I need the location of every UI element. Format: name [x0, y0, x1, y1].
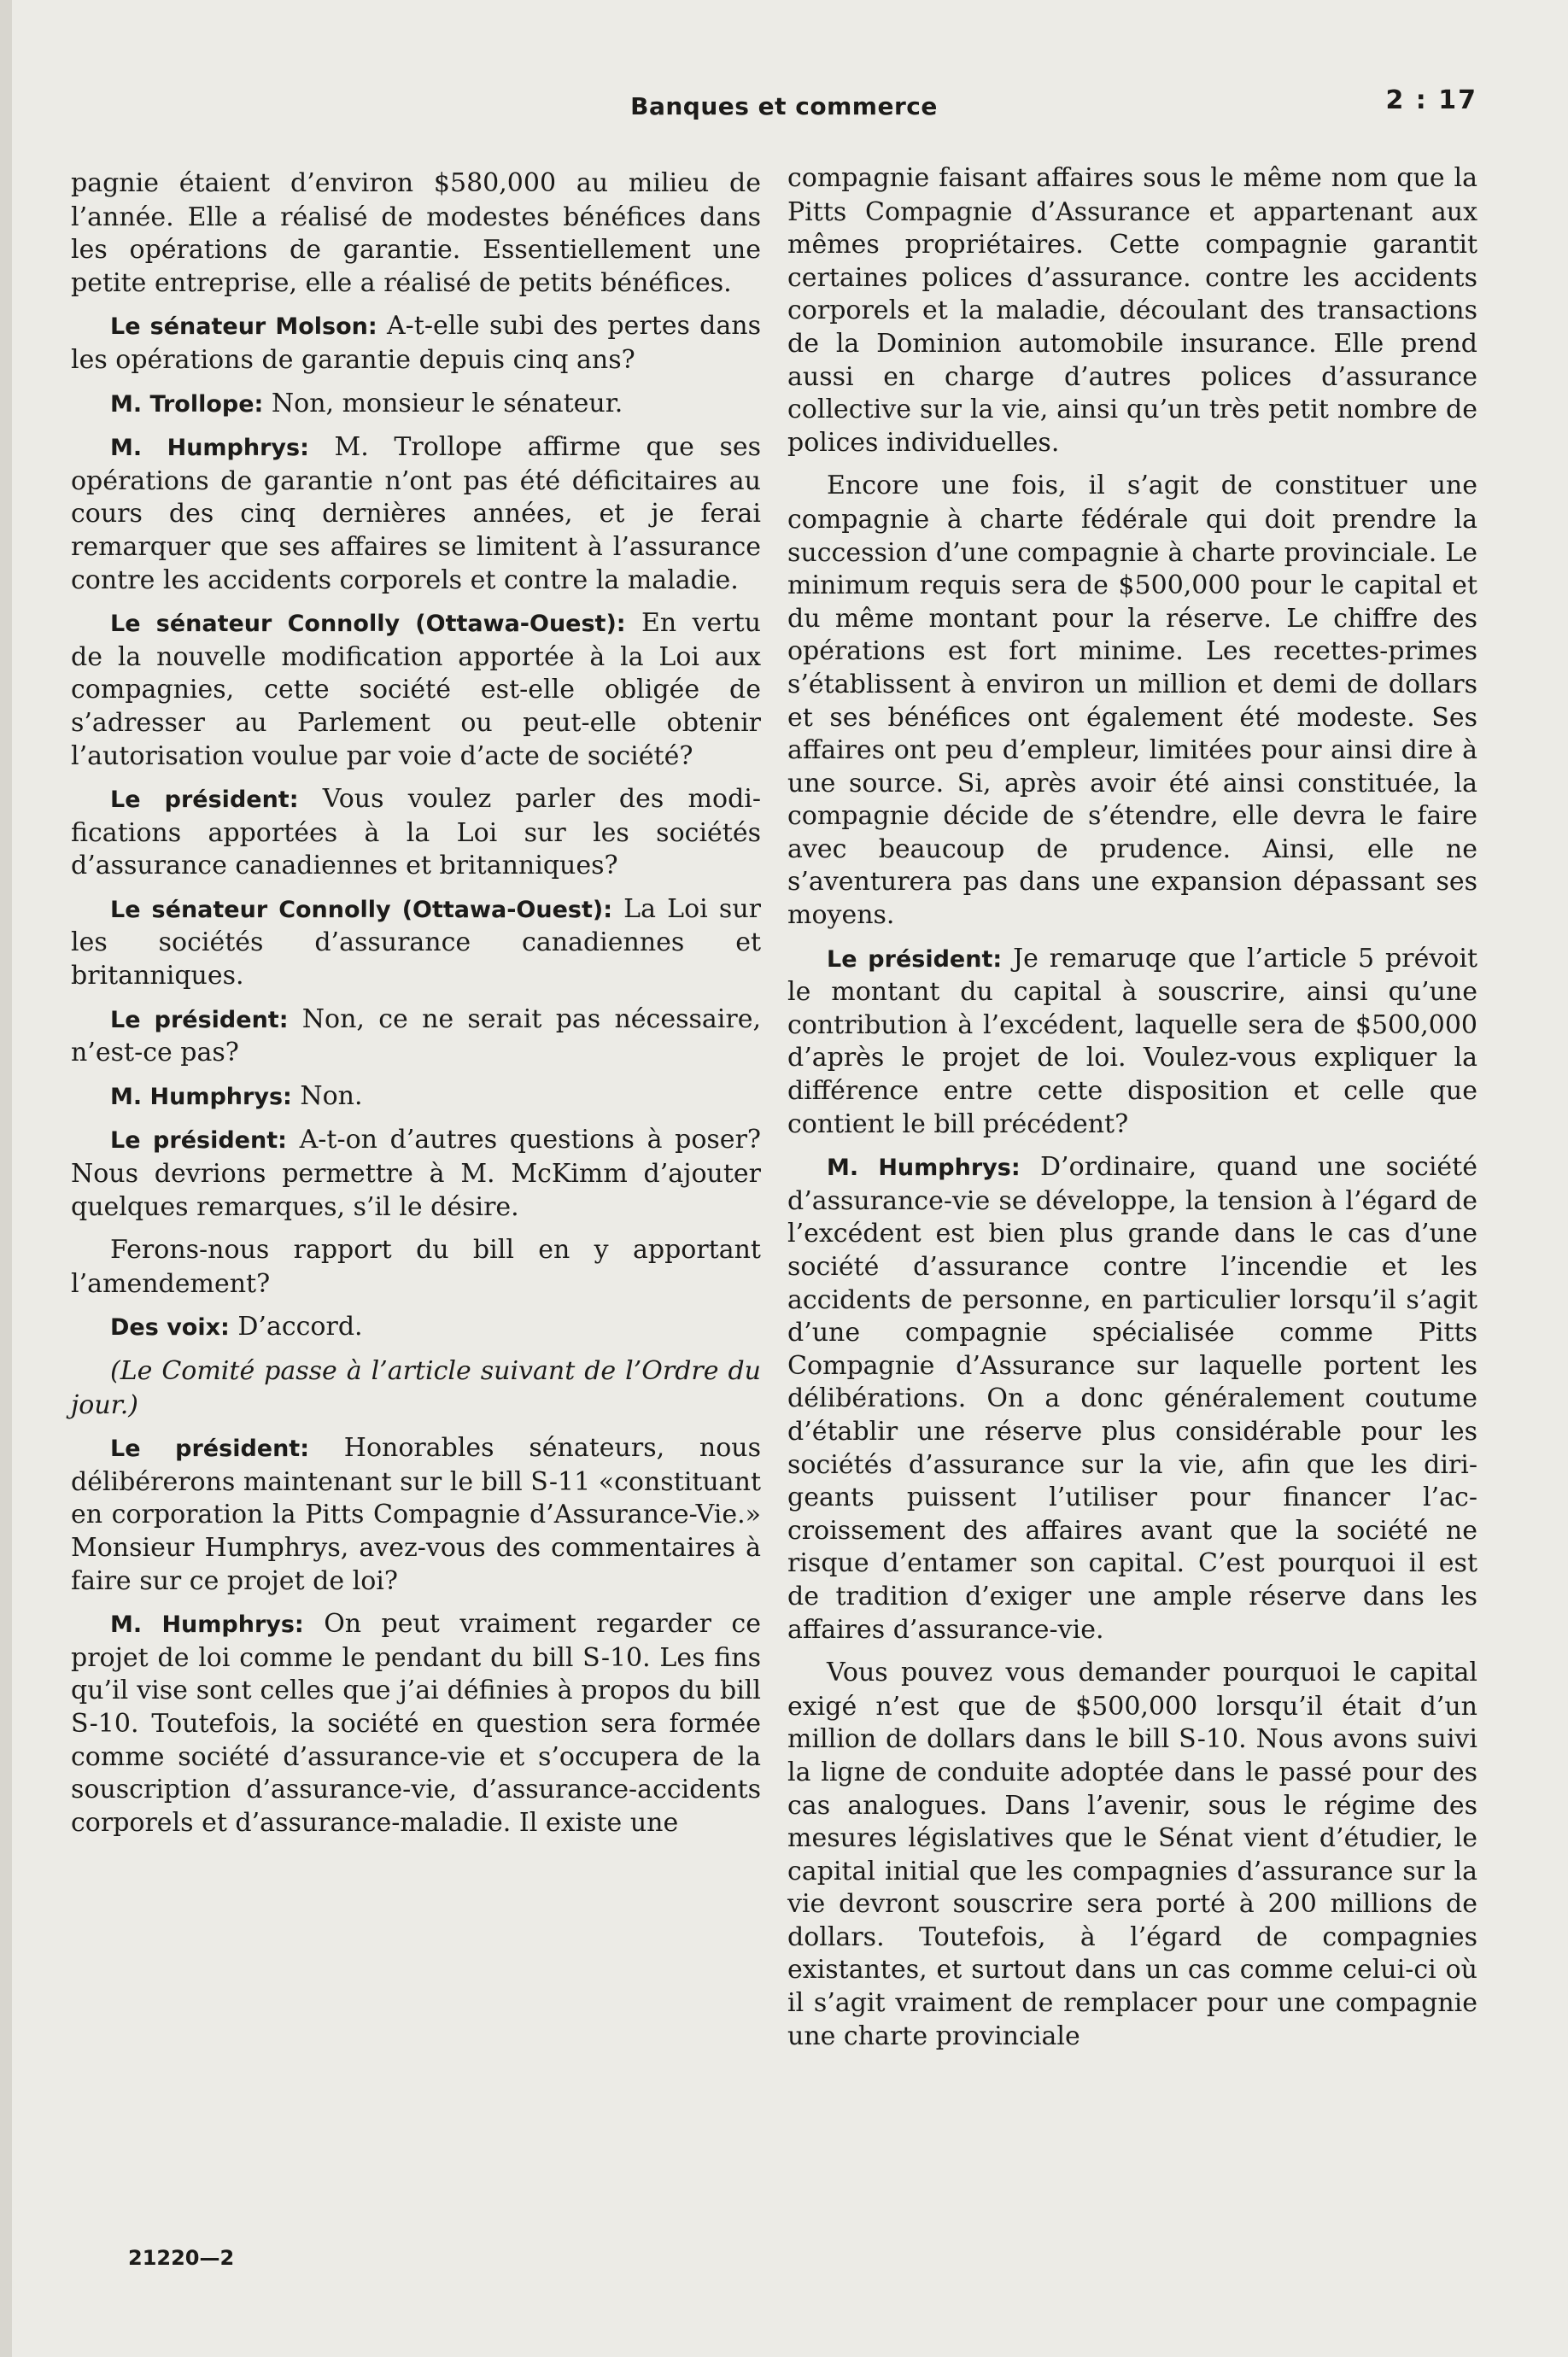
paragraph-text: A-t-on d’autres questions à poser? Nous devrions permettre à M. McKimm d’ajouter quelques remarques, s’il le désire. [71, 1125, 761, 1222]
speaker-label: Le président: [110, 1127, 287, 1155]
paragraph [787, 1657, 1477, 2053]
paragraph [787, 1151, 1477, 1646]
paragraph-text: Vous voulez parler des modifications apportées à la Loi sur les sociétés d’assurance canadiennes et britanniques? [71, 784, 762, 881]
speaker-label: Le président: [827, 945, 1003, 973]
paragraph-text: Honorables sénateurs, nous délibérerons maintenant sur le bill S-11 «constituant en corporation la Pitts Compagnie d’Assurance-Vie.» Monsieur Humphrys, avez-vous des commentaires à faire sur ce projet de loi? [71, 1433, 762, 1596]
speaker-label: Le président: [110, 1006, 289, 1033]
paragraph [71, 1608, 761, 1839]
paragraph [71, 607, 761, 773]
right-column [787, 162, 1477, 2063]
printer-signature-code: 21220—2 [128, 2246, 235, 2270]
speaker-label: Le président: [110, 1436, 310, 1463]
paragraph-text: M. Trollope affirme que ses opérations de garantie n’ont pas été déficitaires au cours des cinq dernières années, et je ferai remarquer que ses affaires se limitent à l’assurance contre les accidents corporels et contre la maladie. [71, 432, 761, 595]
paragraph [71, 167, 761, 300]
paragraph [71, 431, 761, 597]
speaker-label: Le sénateur Molson: [110, 313, 377, 341]
left-column [71, 167, 761, 1850]
speaker-label: M. Humphrys: [827, 1155, 1021, 1182]
speaker-label: Le président: [110, 787, 299, 814]
running-header-title: Banques et commerce [630, 92, 938, 120]
paragraph-text: pagnie étaient d’environ $580,000 au milieu de l’année. Elle a réalisé de modestes bénéfices dans les opérations de garantie. Essentiellement une petite entreprise, elle a réalisé de petits bénéfices. [71, 168, 761, 298]
paragraph-text: D’accord. [229, 1312, 363, 1342]
paragraph-text: compagnie faisant affaires sous le même nom que la Pitts Compagnie d’Assurance et appartenant aux mêmes propriétaires. Cette compagnie garantit certaines polices d’assurance. contre les accidents corporels et la maladie, découlant des transactions de la Dominion automobile insurance. Elle prend aussi en charge d’autres polices d’assurance collective sur la vie, ainsi qu’un très petit nombre de polices individuelles. [787, 163, 1477, 458]
speaker-label: M. Trollope: [110, 390, 264, 418]
paragraph-text: A-t-elle subi des pertes dans les opérations de garantie depuis cinq ans? [71, 311, 761, 375]
stage-direction [71, 1355, 761, 1422]
paragraph [71, 1124, 761, 1224]
paragraph [71, 1234, 761, 1301]
paragraph-text: D’ordinaire, quand une société d’assurance-vie se développe, la tension à l’égard de l’excédent est bien plus grande dans le cas d’une société d’assurance contre l’incendie et les accidents de personne, en particulier lorsqu’il s’agit d’une compagnie spécialisée comme Pitts Compagnie d’Assurance sur laquelle portent les délibérations. On a donc généralement coutume d’établir une réserve plus considérable pour les sociétés d’assurance sur la vie, afin que les dirigeants puissent l’utiliser pour financer l’accroissement des affaires avant que la société ne risque d’entamer son capital. C’est pourquoi il est de tradition d’exiger une ample réserve dans les affaires d’assurance-vie. [787, 1152, 1477, 1645]
paragraph [71, 1080, 761, 1114]
paragraph [71, 1311, 761, 1345]
page-number: 2 : 17 [1385, 85, 1477, 115]
paragraph [71, 1003, 761, 1070]
speaker-label: Des voix: [110, 1314, 230, 1342]
paragraph-text: Non, monsieur le sénateur. [263, 388, 623, 418]
speaker-label: Le sénateur Connolly (Ottawa-Ouest): [110, 611, 626, 638]
paragraph-text: On peut vraiment regarder ce projet de loi comme le pendant du bill S-10. Les fins qu’il vise sont celles que j’ai définies à propos du bill S-10. Toutefois, la société en question sera formée comme société d’assurance-vie et s’occupera de la souscription d’assurance-vie, d’assurance-accidents corporels et d’assurance-maladie. Il existe une [71, 1609, 761, 1838]
paragraph-text: En vertu de la nouvelle modification apportée à la Loi aux compagnies, cette société est-elle obligée de s’adresser au Parlement ou peut-elle obtenir l’autorisation voulue par voie d’acte de société? [71, 608, 761, 771]
paragraph-text: Non, ce ne serait pas nécessaire, n’est-ce pas? [71, 1003, 762, 1068]
paragraph [71, 310, 761, 377]
speaker-label: M. Humphrys: [110, 1611, 304, 1639]
paragraph-text: Je remaruqe que l’article 5 prévoit le montant du capital à souscrire, ainsi qu’une contribution à l’excédent, laquelle sera de $500,000 d’après le projet de loi. Voulez-vous expliquer la différence entre cette disposition et celle que contient le bill précédent? [787, 943, 1478, 1139]
paragraph-text: La Loi sur les sociétés d’assurance canadiennes et britanniques. [71, 893, 761, 991]
paragraph [71, 783, 761, 883]
paragraph-text: Encore une fois, il s’agit de constituer une compagnie à charte fédérale qui doit prendre la succession d’une compagnie à charte provinciale. Le minimum requis sera de $500,000 pour le capital et du même montant pour la réserve. Le chiffre des opérations est fort minime. Les recettes-primes s’établissent à environ un million et demi de dollars et ses bénéfices ont également été modeste. Ses affaires ont peu d’empleur, limitées pour ainsi dire à une source. Si, après avoir été ainsi constituée, la compagnie décide de s’étendre, elle devra le faire avec beaucoup de prudence. Ainsi, elle ne s’aventurera pas dans une expansion dépassant ses moyens. [787, 471, 1477, 931]
paragraph-text: Vous pouvez vous demander pourquoi le capital exigé n’est que de $500,000 lorsqu’il était d’un million de dollars dans le bill S-10. Nous avons suivi la ligne de conduite adoptée dans le passé pour des cas analogues. Dans l’avenir, sous le régime des mesures législatives que le Sénat vient d’étudier, le capital initial que les compagnies d’assurance sur la vie devront souscrire sera porté à 200 millions de dollars. Toutefois, à l’égard de compagnies existantes, et surtout dans un cas comme celui-ci où il s’agit vraiment de remplacer pour une compagnie une charte provinciale [787, 1658, 1477, 2051]
page-spine-shadow [0, 0, 12, 2357]
paragraph [787, 943, 1477, 1142]
speaker-label: M. Humphrys: [110, 435, 309, 462]
paragraph [787, 470, 1477, 932]
paragraph [71, 388, 761, 422]
speaker-label: M. Humphrys: [110, 1083, 292, 1110]
paragraph [71, 893, 761, 993]
speaker-label: Le sénateur Connolly (Ottawa-Ouest): [110, 896, 612, 923]
paragraph-text: Non. [291, 1080, 363, 1111]
paragraph-text: Ferons-nous rapport du bill en y apportant l’amendement? [71, 1235, 761, 1299]
paragraph [71, 1432, 761, 1598]
paragraph-text: (Le Comité passe à l’article suivant de l’Ordre du jour.) [71, 1356, 761, 1420]
paragraph [787, 162, 1477, 459]
